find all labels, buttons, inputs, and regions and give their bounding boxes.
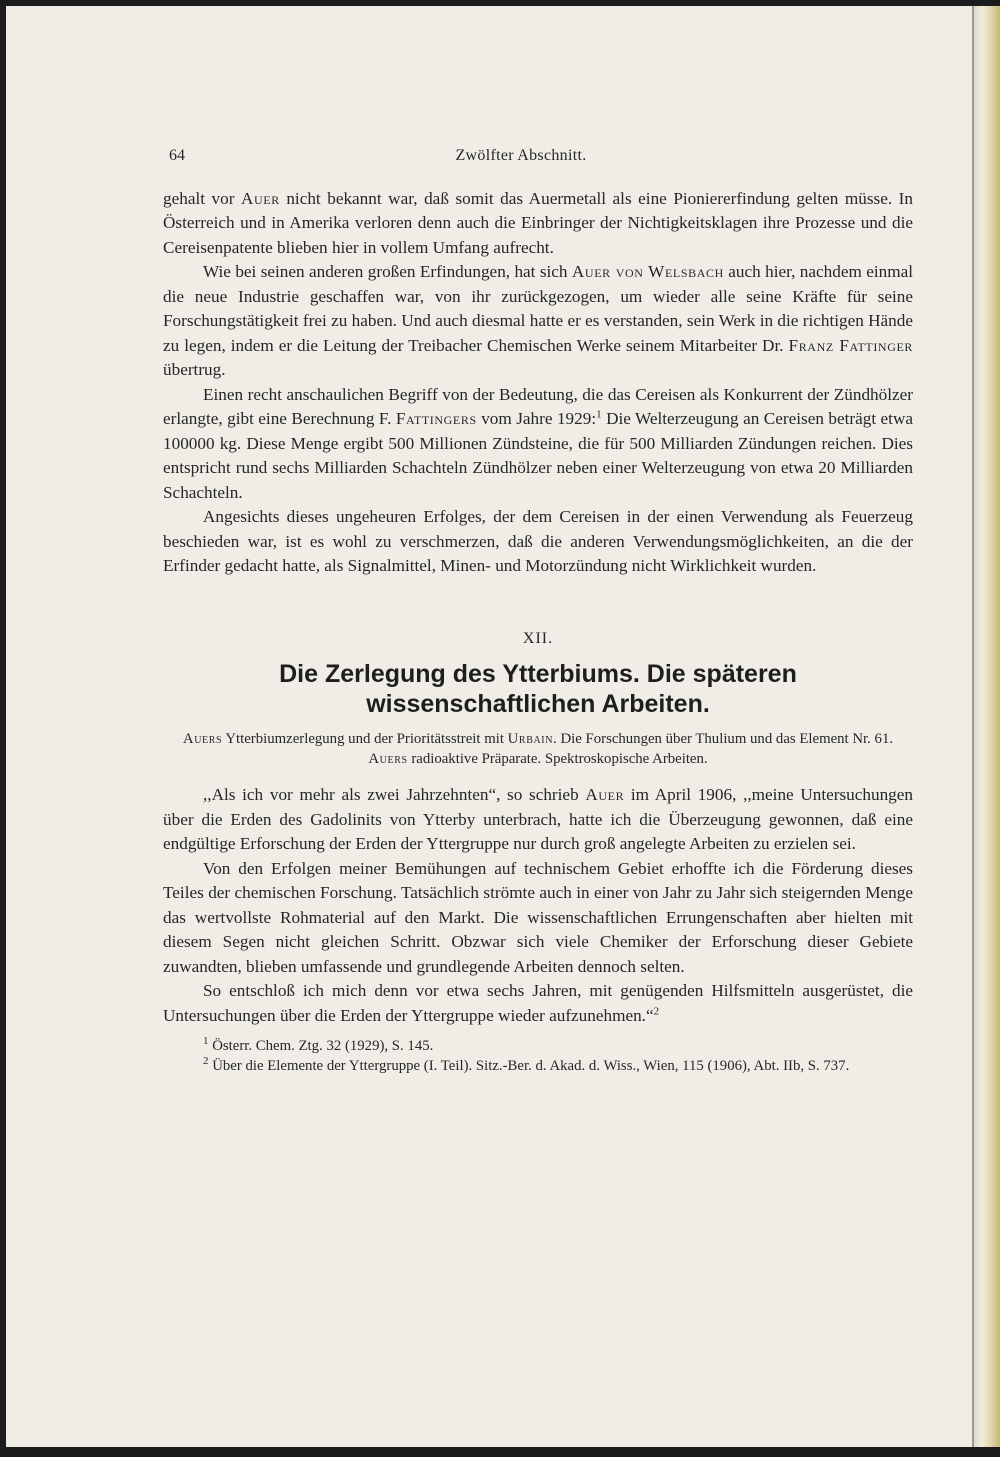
person-name: Urbain [507,731,554,747]
footnote-mark: 1 [203,1035,209,1048]
paragraph-4: Angesichts dieses ungeheuren Erfolges, der dem Cereisen in der einen Verwendung als Feuerzeug beschieden war, ist es wohl zu verschmerzen, daß die anderen Verwendungsmöglichkeiten, an die der Erfinder gedacht hatte, als Signalmittel, Minen- und Motorzündung nicht Wirklichkeit wurden. [163,507,913,575]
chapter-title-line-1: Die Zerlegung des Ytterbiums. Die späteren [279,660,797,688]
footnote-ref: 2 [653,1004,660,1017]
paragraph-7: So entschloß ich mich denn vor etwa sechs Jahren, mit genügenden Hilfsmitteln ausgerüstet, die Untersuchungen über die Erden der Yttergruppe wieder aufzunehmen.“$^2$ [163,981,913,1025]
chapter-numeral: XII. [522,629,554,647]
footnotes [163,1036,913,1076]
page-number: 64 [169,147,185,164]
book-edge [972,6,1000,1447]
author-name: Auers [368,751,408,767]
footnote-1: $^1$ Österr. Chem. Ztg. 32 (1929), S. 145. [203,1035,434,1054]
author-name: Auer von Welsbach [571,262,724,281]
person-name: Fattingers [395,409,477,428]
chapter-title [163,659,913,719]
paragraph-6: Von den Erfolgen meiner Bemühungen auf technischem Gebiet erhoffte ich die Förderung dieses Teiles der chemischen Forschung. Tatsächlich strömte auch in einer von Jahr zu Jahr sich steigernden Menge das wertvollste Rohmaterial auf den Markt. Die wissenschaftlichen Errungenschaften aber hielten mit diesem Segen nicht gleichen Schritt. Obzwar sich viele Chemiker der Erforschung dieser Gebiete zuwandten, blieben umfassende und grundlegende Arbeiten dennoch selten. [163,858,913,976]
footnote-2: $^2$ Über die Elemente der Yttergruppe (I. Teil). Sitz.-Ber. d. Akad. d. Wiss., Wien, 115 (1906), Abt. IIb, S. 737. [203,1055,850,1074]
footnote-mark: 2 [203,1055,209,1068]
page-content [163,144,913,1076]
author-name: Auer [585,785,625,804]
paragraph-1: gehalt vor Auer nicht bekannt war, daß somit das Auermetall als eine Pioniererfindung gelten müsse. In Österreich und in Amerika verloren denn auch die Einbringer der Nichtigkeitsklagen ihre Prozesse und die Cereisenpatente blieben hier in vollem Umfang aufrecht. [163,188,913,257]
paragraph-5: ,,Als ich vor mehr als zwei Jahrzehnten“, so schrieb Auer im April 1906, ,,meine Untersuchungen über die Erden des Gadolinits von Ytterby unterbrach, hatte ich die Überzeugung gewonnen, daß eine endgültige Erforschung der Erden der Yttergruppe nur durch groß angelegte Arbeiten zu erzielen sei. [163,785,913,853]
footnote-ref: 1 [596,408,602,421]
paragraph-2: Wie bei seinen anderen großen Erfindungen, hat sich Auer von Welsbach auch hier, nachdem einmal die neue Industrie geschaffen war, von ihr zurückgezogen, um wieder alle seine Kräfte für seine Forschungstätigkeit frei zu haben. Und auch diesmal hatte er es verstanden, sein Werk in die richtigen Hände zu legen, indem er die Leitung der Treibacher Chemischen Werke seinem Mitarbeiter Dr. Franz Fattinger übertrug. [163,262,913,379]
paragraph-3: Einen recht anschaulichen Begriff von der Bedeutung, die das Cereisen als Konkurrent der Zündhölzer erlangte, gibt eine Berechnung F. Fattingers vom Jahre 1929:$^1$ Die Welterzeugung an Cereisen beträgt etwa 100000 kg. Diese Menge ergibt 500 Millionen Zündsteine, die für 500 Milliarden Zündungen reichen. Dies entspricht rund sechs Milliarden Schachteln Zündhölzer neben einer Welterzeugung von etwa 20 Milliarden Schachteln. [163,384,913,502]
person-name: Franz Fattinger [788,335,913,355]
author-name: Auers [182,731,223,747]
author-name: Auer [240,188,280,208]
running-header [163,144,913,169]
chapter-abstract: Auers Ytterbiumzerlegung und der Prioritätsstreit mit Urbain. Die Forschungen über Thulium und das Element Nr. 61. Auers radioaktive Präparate. Spektroskopische Arbeiten. [182,731,894,767]
chapter-title-line-2: wissenschaftlichen Arbeiten. [366,690,710,718]
running-title: Zwölfter Abschnitt. [455,147,587,164]
